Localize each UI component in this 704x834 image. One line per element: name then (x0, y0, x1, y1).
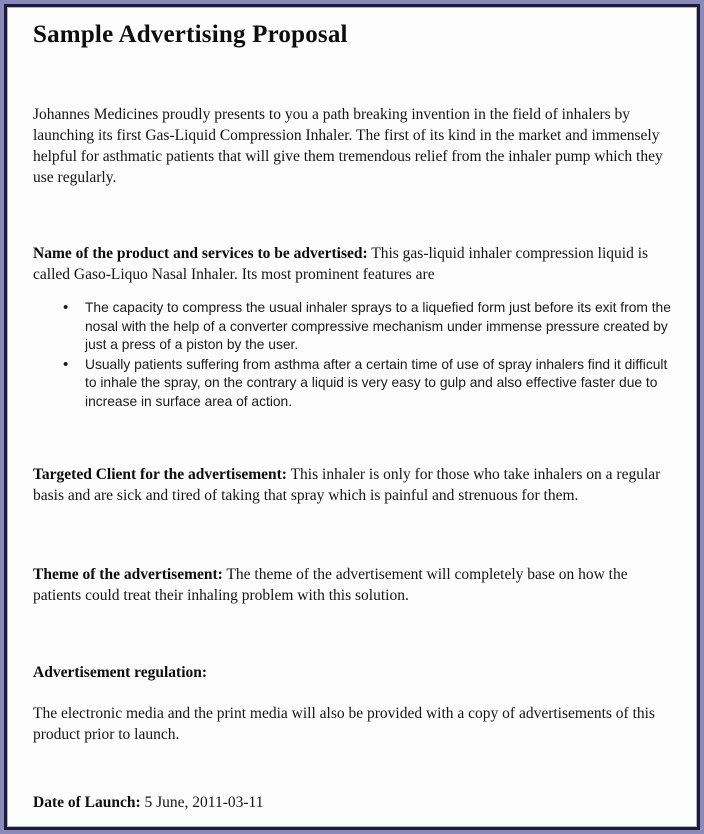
target-section (33, 464, 671, 506)
regulation-section-heading: Advertisement regulation: (33, 664, 208, 681)
theme-section-text: The theme of the advertisement will completely base on how the patients could treat their inhaling problem with this solution. (33, 566, 628, 604)
theme-section-label: Theme of the advertisement: (33, 566, 223, 583)
product-section (33, 243, 671, 285)
document-content (7, 7, 697, 813)
intro-paragraph: Johannes Medicines proudly presents to you a path breaking invention in the field of inhalers by launching its first Gas-Liquid Compression Inhaler. The first of its kind in the market and immensely helpful for asthmatic patients that will give them tremendous relief from the inhaler pump which they use regularly. (33, 106, 663, 186)
regulation-section-body: The electronic media and the print media will also be provided with a copy of advertisements of this product prior to launch. (33, 705, 655, 743)
feature-bullet-list (33, 299, 671, 411)
document-page (4, 4, 700, 830)
target-section-text: This inhaler is only for those who take inhalers on a regular basis and are sick and tired of taking that spray which is painful and strenuous for them. (33, 466, 661, 504)
feature-bullet-item: • Usually patients suffering from asthma after a certain time of use of spray inhalers find it difficult to inhale the spray, on the contrary a liquid is very easy to gulp and also effective faster due to increase in surface area of action. (63, 356, 671, 412)
document-title: Sample Advertising Proposal (33, 21, 348, 48)
target-section-label: Targeted Client for the advertisement: (33, 466, 287, 483)
launch-section (33, 792, 671, 813)
theme-section (33, 564, 671, 606)
feature-bullet-item: • The capacity to compress the usual inhaler sprays to a liquefied form just before its exit from the nosal with the help of a converter compressive mechanism under immense pressure created by just a press of a piston by the user. (63, 299, 671, 355)
launch-section-label: Date of Launch: (33, 794, 141, 811)
product-section-label: Name of the product and services to be advertised: (33, 245, 368, 262)
product-section-text: This gas-liquid inhaler compression liquid is called Gaso-Liquo Nasal Inhaler. Its most prominent features are (33, 245, 649, 283)
launch-section-text: 5 June, 2011-03-11 (140, 794, 264, 811)
